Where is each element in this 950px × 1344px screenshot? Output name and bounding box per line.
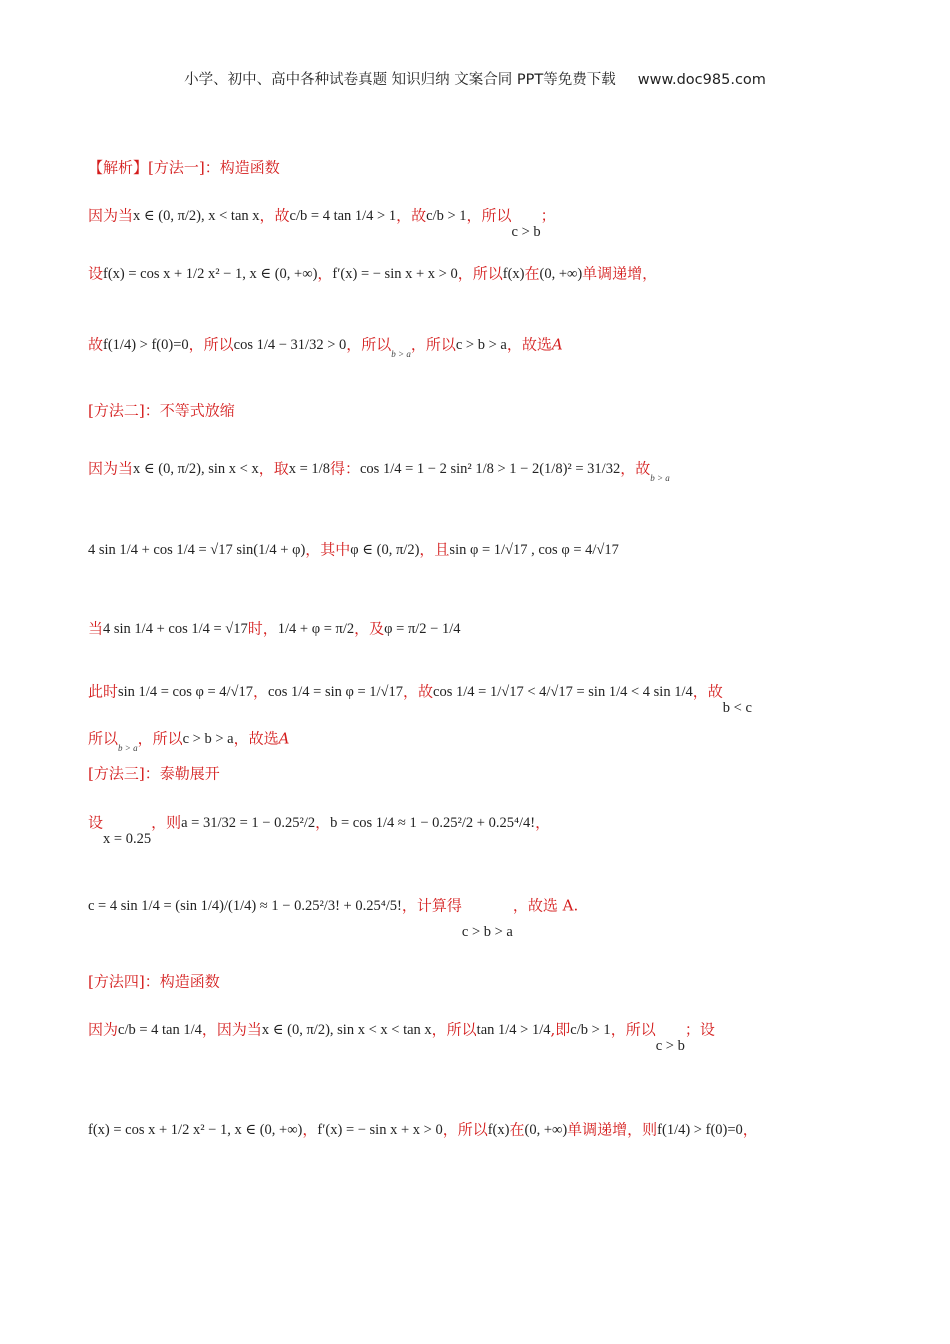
text-run: ，则 [151, 813, 182, 832]
math-expression: x ∈ (0, π/2), sin x < x [133, 460, 259, 477]
text-run: ； [540, 206, 556, 225]
text-run: ， [742, 1120, 758, 1139]
text-run: 此时 [88, 682, 119, 701]
math-expression: c/b = 4 tan 1/4 > 1 [289, 207, 397, 224]
text-run: 时， [247, 619, 278, 638]
header-site: www.doc985.com [637, 72, 766, 88]
small-math: b > a [650, 473, 670, 483]
text-run: ， [315, 813, 331, 832]
math-expression: c > b > a [455, 336, 507, 353]
solution-line-2 [88, 266, 910, 282]
solution-line-11 [88, 815, 910, 847]
text-run: ，故选 [506, 335, 552, 354]
math-expression: cos 1/4 = 1/√17 < 4/√17 = sin 1/4 < 4 sin 1/4 [433, 683, 693, 700]
text-run: ，所以 [457, 264, 503, 283]
text-run: ，取 [258, 459, 289, 478]
math-expression: c = 4 sin 1/4 = (sin 1/4)/(1/4) ≈ 1 − 0.25²/3! + 0.25⁴/5! [88, 897, 402, 914]
text-run: ， [253, 682, 269, 701]
math-expression: x ∈ (0, π/2), sin x < x < tan x [261, 1021, 432, 1038]
text-run: 因为 [88, 1020, 119, 1039]
small-math: b > a [391, 349, 411, 359]
text-run: ，故选 A. [512, 896, 579, 915]
math-expression: φ ∈ (0, π/2) [350, 541, 420, 558]
math-expression: f(x) = cos x + 1/2 x² − 1, x ∈ (0, +∞) [103, 265, 318, 282]
math-expression: cos 1/4 = sin φ = 1/√17 [268, 683, 404, 700]
text-run: 所以 [88, 729, 119, 748]
math-expression: f′(x) = − sin x + x > 0 [317, 1121, 443, 1138]
text-run: 设 [88, 264, 104, 283]
math-expression: tan 1/4 > 1/4 [476, 1021, 551, 1038]
math-expression: sin φ = 1/√17 , cos φ = 4/√17 [449, 541, 619, 558]
solution-line-15 [88, 1122, 910, 1138]
math-expression: c/b > 1 [426, 207, 467, 224]
solution-line-5 [88, 461, 910, 483]
math-expression: c > b [655, 1038, 685, 1054]
text-run: 当 [88, 619, 104, 638]
text-run: ，故 [259, 206, 290, 225]
math-expression: f′(x) = − sin x + x > 0 [332, 265, 458, 282]
math-expression: c > b > a [182, 730, 234, 747]
text-run: 【解析】[方法一]：构造函数 [88, 158, 280, 177]
text-run: ，故 [396, 206, 427, 225]
math-expression: 4 sin 1/4 + cos 1/4 = √17 sin(1/4 + φ) [88, 541, 306, 558]
solution-line-14 [88, 1022, 910, 1054]
text-run: A [551, 335, 563, 354]
text-run: ，因为当 [201, 1020, 262, 1039]
page-header [0, 68, 950, 89]
text-run: [方法三]：泰勒展开 [88, 764, 220, 783]
text-run: 得： [329, 459, 360, 478]
text-run: ，所以 [431, 1020, 477, 1039]
text-run: ，及 [354, 619, 385, 638]
text-run: ，所以 [188, 335, 234, 354]
text-run: ，其中 [305, 540, 351, 559]
section-title-method3 [88, 766, 910, 782]
math-expression: c/b > 1 [570, 1021, 611, 1038]
solution-line-8 [88, 684, 910, 716]
text-run: ，故 [692, 682, 723, 701]
math-expression: x = 1/8 [288, 460, 330, 477]
text-run: ， [535, 813, 551, 832]
text-run: 在 [524, 264, 540, 283]
math-expression: f(1/4) > f(0)=0 [103, 336, 189, 353]
math-expression: φ = π/2 − 1/4 [384, 620, 461, 637]
math-expression: (0, +∞) [524, 1121, 568, 1138]
section-title-method4 [88, 974, 910, 990]
text-run: ，且 [419, 540, 450, 559]
text-run: 单调递增， [582, 264, 658, 283]
text-run: ；设 [684, 1020, 715, 1039]
math-expression: x = 0.25 [103, 831, 152, 847]
math-expression: cos 1/4 = 1 − 2 sin² 1/8 > 1 − 2(1/8)² = 31/32 [359, 460, 621, 477]
text-run: ，所以 [610, 1020, 656, 1039]
math-expression: c > b > a [461, 924, 513, 940]
text-run: A [278, 729, 290, 748]
solution-line-12 [88, 898, 910, 940]
math-expression: (0, +∞) [539, 265, 583, 282]
text-run: ，所以 [466, 206, 512, 225]
text-run: ， [317, 264, 333, 283]
text-run: 在 [509, 1120, 525, 1139]
small-math: b > a [118, 743, 138, 753]
text-run: 故 [88, 335, 104, 354]
math-expression: 4 sin 1/4 + cos 1/4 = √17 [103, 620, 248, 637]
text-run: ,即 [550, 1020, 571, 1039]
header-text: 小学、初中、高中各种试卷真题 知识归纳 文案合同 PPT等免费下载 [184, 72, 616, 88]
math-expression: a = 31/32 = 1 − 0.25²/2 [181, 814, 316, 831]
solution-line-0 [88, 160, 910, 176]
text-run: ，故 [620, 459, 651, 478]
section-title-method2 [88, 403, 910, 419]
math-expression: cos 1/4 − 31/32 > 0 [233, 336, 347, 353]
solution-line-1 [88, 208, 910, 240]
math-expression: b < c [722, 700, 752, 716]
text-run: ，故 [403, 682, 434, 701]
math-expression: 1/4 + φ = π/2 [277, 620, 355, 637]
text-run: ，所以 [442, 1120, 488, 1139]
math-expression: sin 1/4 = cos φ = 4/√17 [118, 683, 254, 700]
math-expression: c > b [511, 224, 541, 240]
text-run: 因为当 [88, 459, 134, 478]
text-run: [方法四]：构造函数 [88, 972, 220, 991]
text-run: ，所以 [137, 729, 183, 748]
text-run: ，所以 [346, 335, 392, 354]
solution-line-6 [88, 542, 910, 558]
math-expression: f(x) [502, 265, 525, 282]
text-run: 因为当 [88, 206, 134, 225]
solution-line-3 [88, 337, 910, 359]
text-run: [方法二]：不等式放缩 [88, 401, 235, 420]
math-expression: x ∈ (0, π/2), x < tan x [133, 207, 260, 224]
solution-line-7 [88, 621, 910, 637]
text-run: 单调递增，则 [567, 1120, 658, 1139]
solution-line-9 [88, 731, 910, 753]
math-expression: f(x) = cos x + 1/2 x² − 1, x ∈ (0, +∞) [88, 1121, 303, 1138]
text-run: ， [302, 1120, 318, 1139]
text-run: ，计算得 [401, 896, 462, 915]
text-run: ，故选 [233, 729, 279, 748]
text-run: ，所以 [410, 335, 456, 354]
text-run: 设 [88, 813, 104, 832]
math-expression: c/b = 4 tan 1/4 [118, 1021, 202, 1038]
math-expression: f(1/4) > f(0)=0 [657, 1121, 743, 1138]
math-expression: b = cos 1/4 ≈ 1 − 0.25²/2 + 0.25⁴/4! [330, 814, 536, 831]
math-expression: f(x) [487, 1121, 510, 1138]
